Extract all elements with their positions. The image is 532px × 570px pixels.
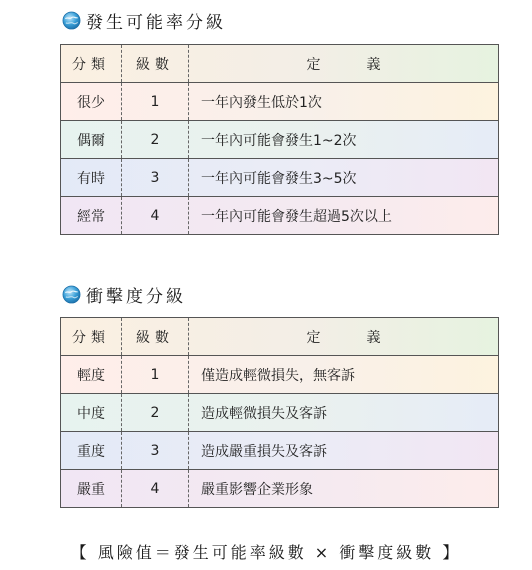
header-level: 級數: [122, 318, 189, 356]
risk-formula: 【 風險值＝發生可能率級數 × 衝擊度級數 】: [70, 543, 462, 562]
table-row: [61, 470, 499, 508]
row-definition: 嚴重影響企業形象: [189, 470, 499, 508]
table-row: [61, 197, 499, 235]
row-category: 有時: [61, 159, 122, 197]
table-row: [61, 394, 499, 432]
globe-icon: [62, 11, 81, 30]
header-definition: [189, 45, 499, 83]
likelihood-table: [60, 44, 499, 235]
row-category: 偶爾: [61, 121, 122, 159]
impact-table: [60, 317, 499, 508]
section-title-impact: [62, 281, 186, 307]
row-level: 3: [122, 432, 189, 470]
table-row: [61, 356, 499, 394]
row-definition: 一年內可能會發生3~5次: [189, 159, 499, 197]
table-row: [61, 159, 499, 197]
row-category: 輕度: [61, 356, 122, 394]
header-category: 分類: [61, 318, 122, 356]
header-definition: [189, 318, 499, 356]
row-level: 2: [122, 121, 189, 159]
row-level: 1: [122, 356, 189, 394]
row-level: 4: [122, 470, 189, 508]
table-header-row: [61, 45, 499, 83]
row-level: 3: [122, 159, 189, 197]
globe-icon: [62, 285, 81, 304]
header-level: 級數: [122, 45, 189, 83]
section-title-text: 發生可能率分級: [86, 12, 226, 33]
table-row: [61, 83, 499, 121]
header-definition-char-2: 義: [366, 56, 381, 73]
row-category: 很少: [61, 83, 122, 121]
row-category: 經常: [61, 197, 122, 235]
row-level: 1: [122, 83, 189, 121]
header-definition-char-1: 定: [306, 56, 321, 73]
table-row: [61, 121, 499, 159]
row-category: 重度: [61, 432, 122, 470]
row-category: 嚴重: [61, 470, 122, 508]
row-definition: 一年內發生低於1次: [189, 83, 499, 121]
table-row: [61, 432, 499, 470]
header-definition-char-1: 定: [306, 329, 321, 346]
section-title-text: 衝擊度分級: [86, 286, 186, 307]
row-definition: 造成嚴重損失及客訴: [189, 432, 499, 470]
header-definition-char-2: 義: [366, 329, 381, 346]
row-definition: 造成輕微損失及客訴: [189, 394, 499, 432]
row-category: 中度: [61, 394, 122, 432]
table-header-row: [61, 318, 499, 356]
header-category: 分類: [61, 45, 122, 83]
row-definition: 一年內可能會發生1~2次: [189, 121, 499, 159]
row-definition: 僅造成輕微損失，無客訴: [189, 356, 499, 394]
row-definition: 一年內可能會發生超過5次以上: [189, 197, 499, 235]
row-level: 2: [122, 394, 189, 432]
row-level: 4: [122, 197, 189, 235]
section-title-likelihood: [62, 7, 226, 33]
